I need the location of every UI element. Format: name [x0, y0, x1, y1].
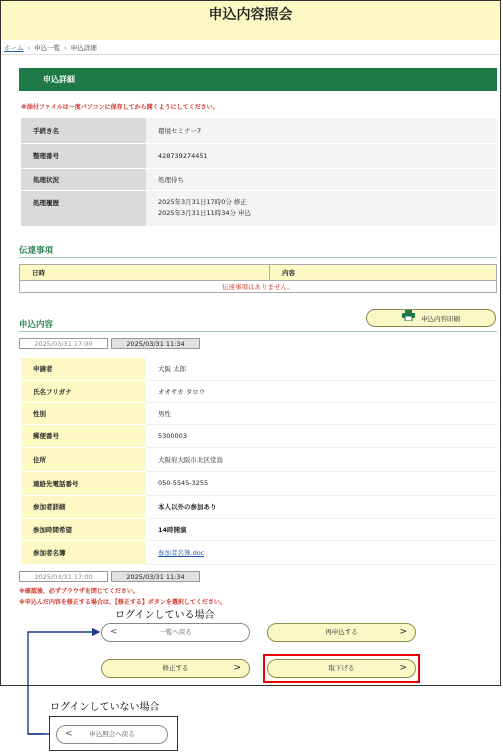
breadcrumb-separator: › — [27, 44, 31, 52]
row-label: 住所 — [21, 447, 146, 471]
row-label: 性別 — [21, 402, 146, 424]
row-value: 処理待ち — [146, 168, 497, 190]
version-tab[interactable]: 2025/03/31 17:00 — [19, 571, 108, 582]
attachment-link[interactable]: 参加者名簿.doc — [158, 548, 205, 557]
chevron-right-icon: > — [399, 663, 407, 673]
history-entry: 2025年3月31日17時0分 修正 — [158, 198, 247, 206]
chevron-right-icon: > — [233, 663, 241, 673]
breadcrumb-separator: › — [64, 44, 67, 52]
attachment-warning: ※添付ファイルは一度パソコンに保存してから開くようにしてください。 — [21, 104, 219, 111]
breadcrumb-list[interactable]: 申込一覧 — [34, 44, 61, 52]
row-label: 氏名フリガナ — [21, 380, 146, 402]
logged-out-annotation: ログインしていない場合 — [50, 702, 160, 713]
chevron-right-icon: > — [399, 627, 407, 637]
row-value: 428739274451 — [146, 143, 497, 168]
row-label: 手続き名 — [21, 118, 146, 143]
row-label: 処理状況 — [21, 168, 146, 190]
back-to-list-label: 一覧へ戻る — [159, 628, 192, 636]
row-label: 参加者詳細 — [21, 495, 146, 518]
row-value: 本人以外の参加あり — [146, 495, 497, 518]
col-date: 日時 — [20, 265, 270, 281]
modify-notice: ※申込んだ内容を修正する場合は、【修正する】ボタンを選択してください。 — [19, 599, 226, 606]
detail-section-header: 申込詳細 — [19, 68, 497, 91]
row-value: 14時開演 — [146, 518, 497, 540]
row-label: 参加時間希望 — [21, 518, 146, 540]
messages-title: 伝達事項 — [19, 246, 54, 256]
row-label: 参加者名簿 — [21, 540, 146, 564]
version-tab[interactable]: 2025/03/31 17:00 — [19, 338, 108, 349]
col-content: 内容 — [270, 265, 497, 281]
chevron-left-icon: < — [65, 729, 73, 739]
row-value: 環境セミナー7 — [146, 118, 497, 143]
row-label: 申請者 — [21, 358, 146, 380]
reapply-label: 再申込する — [325, 628, 358, 636]
print-button-label: 申込内容印刷 — [421, 315, 460, 323]
logged-in-annotation: ログインしている場合 — [115, 610, 215, 621]
back-to-inquiry-label: 申込照会へ戻る — [89, 730, 135, 738]
empty-message: 伝達事項はありません。 — [20, 281, 497, 293]
history-entry: 2025年3月31日11時34分 申込 — [158, 209, 252, 217]
row-label: 整理番号 — [21, 143, 146, 168]
chevron-left-icon: < — [110, 627, 118, 637]
row-label: 処理履歴 — [21, 190, 146, 226]
page-title: 申込内容照会 — [1, 1, 500, 40]
back-to-inquiry-button[interactable] — [56, 725, 168, 744]
row-value: オオサカ タロウ — [146, 380, 497, 402]
version-tab-active[interactable]: 2025/03/31 11:34 — [111, 571, 200, 582]
version-tab-active[interactable]: 2025/03/31 11:34 — [111, 338, 200, 349]
breadcrumb-current: 申込詳細 — [70, 44, 97, 52]
row-value: 男性 — [146, 402, 497, 424]
row-value: 5300003 — [146, 424, 497, 447]
close-browser-notice: ※確認後、必ずブラウザを閉じてください。 — [19, 588, 139, 595]
row-value: 050-5545-3255 — [146, 471, 497, 495]
row-value: 大阪 太郎 — [146, 358, 497, 380]
breadcrumb-home-link[interactable]: ホーム — [4, 44, 24, 52]
withdraw-label: 取下げる — [328, 664, 355, 672]
row-label: 連絡先電話番号 — [21, 471, 146, 495]
row-value: 大阪府大阪市北区堂島 — [146, 447, 497, 471]
row-label: 郵便番号 — [21, 424, 146, 447]
application-title: 申込内容 — [19, 320, 54, 330]
modify-label: 修正する — [162, 664, 189, 672]
